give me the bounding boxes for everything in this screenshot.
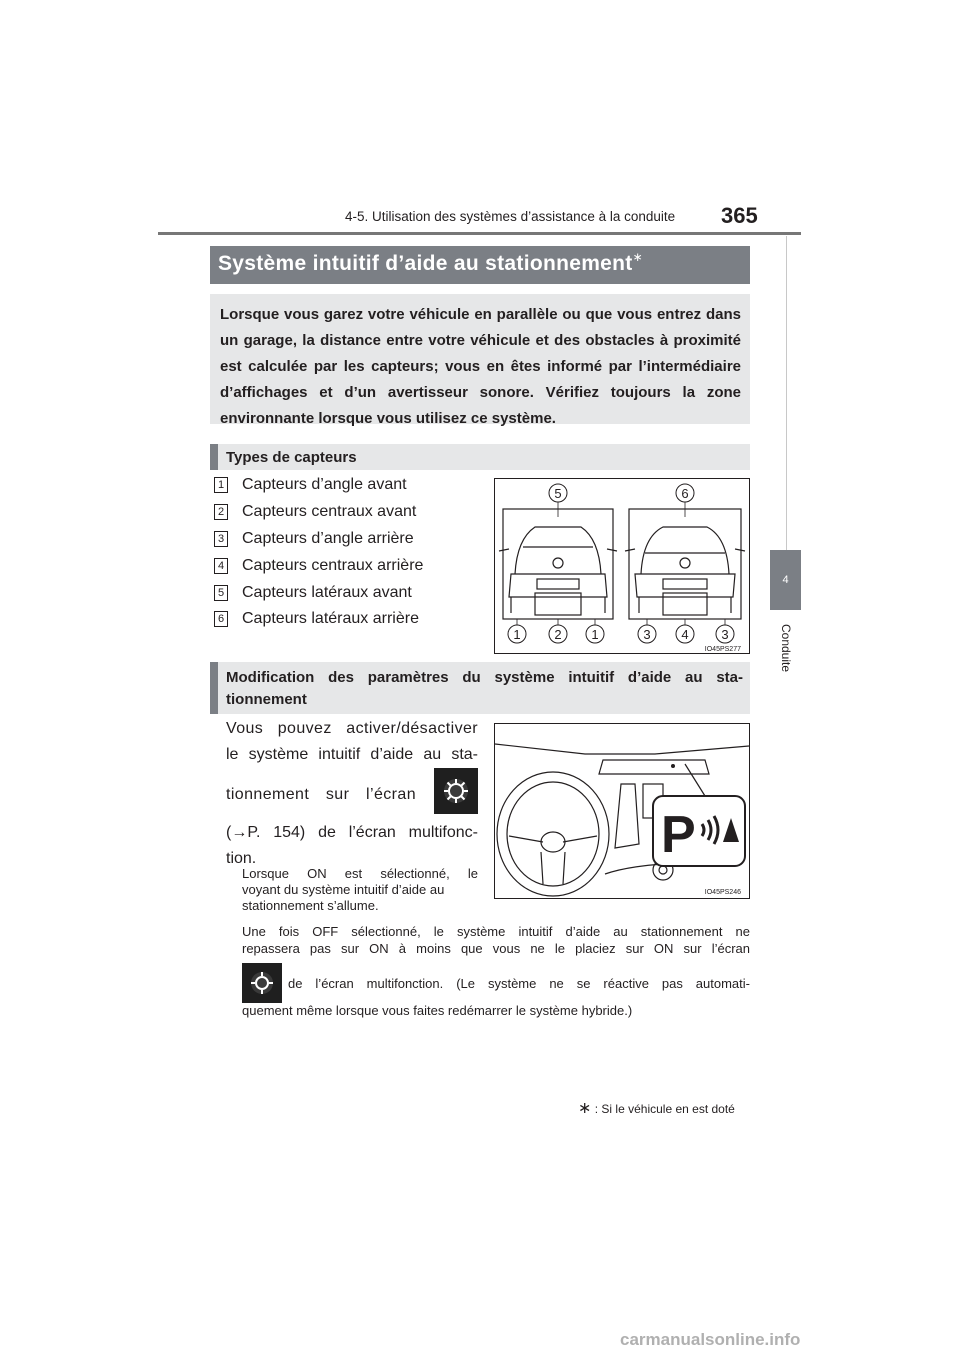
leader-lines (517, 499, 725, 626)
callout-text: 3 (721, 627, 729, 642)
callout-text: 3 (643, 627, 651, 642)
figure-code: IO45PS277 (704, 646, 741, 653)
callout-text: 6 (681, 486, 689, 501)
list-item (214, 528, 414, 550)
intro-text: Lorsque vous garez votre véhicule en parallèle ou que vous entrez dans un garage, la distance entre votre véhicule et des obstacles à proximité est calculée par les capteurs; vous en êtes informé par l’intermédiaire d’affichages et d’un avertisseur sonore. Vérifiez toujours la zone environnante lorsque vous utilisez ce système. (220, 306, 741, 427)
watermark: carmanualsonline.info (620, 1330, 801, 1349)
callout-3 (638, 625, 656, 643)
title-asterisk: ∗ (632, 250, 643, 264)
callout-1b (586, 625, 604, 643)
list-item (214, 474, 407, 496)
sensors-heading: Types de capteurs (226, 449, 357, 466)
footnote-text: : Si le véhicule en est doté (594, 1102, 735, 1116)
callout-2 (549, 625, 567, 643)
figure-code: IO45PS246 (704, 889, 741, 896)
header-rule (158, 232, 801, 235)
list-item (214, 555, 423, 577)
gear-icon (242, 963, 282, 1003)
callout-text: 2 (554, 627, 562, 642)
dashboard-figure (494, 723, 750, 899)
note1-line2: voyant du système intuitif d’aide au (242, 882, 445, 897)
callout-3b (716, 625, 734, 643)
list-label: Capteurs latéraux avant (242, 584, 412, 601)
settings-screen-icon-2[interactable] (242, 963, 282, 1003)
title-text: Système intuitif d’aide au stationnement (218, 252, 633, 275)
list-item (214, 582, 412, 604)
note1-line1: Lorsque ON est sélectionné, le (242, 866, 478, 881)
list-label: Capteurs centraux arrière (242, 557, 424, 574)
settings-body-line3: tionnement sur l’écran (226, 786, 416, 803)
parking-indicator (653, 796, 745, 866)
front-car-outline (499, 509, 617, 619)
list-number: 6 (214, 611, 228, 627)
settings-heading-line1: Modification des paramètres du système intuitif d’aide au sta- (226, 669, 743, 686)
callout-text: 1 (591, 627, 599, 642)
gear-icon (434, 768, 478, 814)
callout-text: 5 (554, 486, 562, 501)
note2-line2: repassera pas sur ON à moins que vous ne le placiez sur ON sur l’écran (242, 941, 750, 956)
callout-6 (676, 484, 694, 502)
note2-line1: Une fois OFF sélectionné, le système intuitif d’aide au stationnement ne (242, 924, 750, 939)
page-title (218, 252, 643, 276)
callout-4 (676, 625, 694, 643)
chapter-number: 4 (782, 574, 789, 586)
settings-heading-accent (210, 662, 218, 714)
page-number: 365 (721, 203, 758, 228)
list-item (214, 501, 416, 523)
footnote-mark: ∗ (578, 1100, 592, 1117)
settings-body-line1: Vous pouvez activer/désactiver (226, 720, 478, 737)
list-label: Capteurs centraux avant (242, 503, 417, 520)
section-header: 4-5. Utilisation des systèmes d’assistance à la conduite (345, 209, 676, 224)
note2-line4: quement même lorsque vous faites redémarrer le système hybride.) (242, 1003, 633, 1018)
list-number: 4 (214, 558, 228, 574)
settings-body-line4: (→P. 154) de l’écran multifonc- (226, 824, 478, 841)
list-item (214, 608, 419, 630)
list-label: Capteurs d’angle avant (242, 476, 407, 493)
list-number: 1 (214, 477, 228, 493)
note1-line3: stationnement s’allume. (242, 898, 379, 913)
settings-heading (226, 667, 743, 711)
list-number: 2 (214, 504, 228, 520)
chapter-tab[interactable] (770, 550, 801, 610)
callout-5 (549, 484, 567, 502)
callout-text: 1 (513, 627, 521, 642)
settings-heading-line2: tionnement (226, 691, 307, 708)
indicator-letter: P (661, 806, 696, 864)
side-rule (786, 236, 787, 550)
sensors-heading-accent (210, 444, 218, 470)
settings-screen-icon[interactable] (434, 768, 478, 814)
callout-text: 4 (681, 627, 689, 642)
settings-body-line2: le système intuitif d’aide au sta- (226, 746, 478, 763)
note2-line3: de l’écran multifonction. (Le système ne se réactive pas automati- (288, 976, 750, 991)
list-number: 3 (214, 531, 228, 547)
sensor-figure (494, 478, 750, 654)
dashboard-diagram (495, 724, 749, 898)
callout-1 (508, 625, 526, 643)
list-label: Capteurs latéraux arrière (242, 610, 419, 627)
chapter-label: Conduite (778, 623, 793, 673)
footnote (578, 1098, 735, 1118)
rear-car-outline (625, 509, 745, 619)
list-number: 5 (214, 585, 228, 601)
chapter-label-box (770, 618, 801, 678)
sensor-diagram (495, 479, 749, 653)
list-label: Capteurs d’angle arrière (242, 530, 414, 547)
settings-body-line5: tion. (226, 850, 257, 867)
